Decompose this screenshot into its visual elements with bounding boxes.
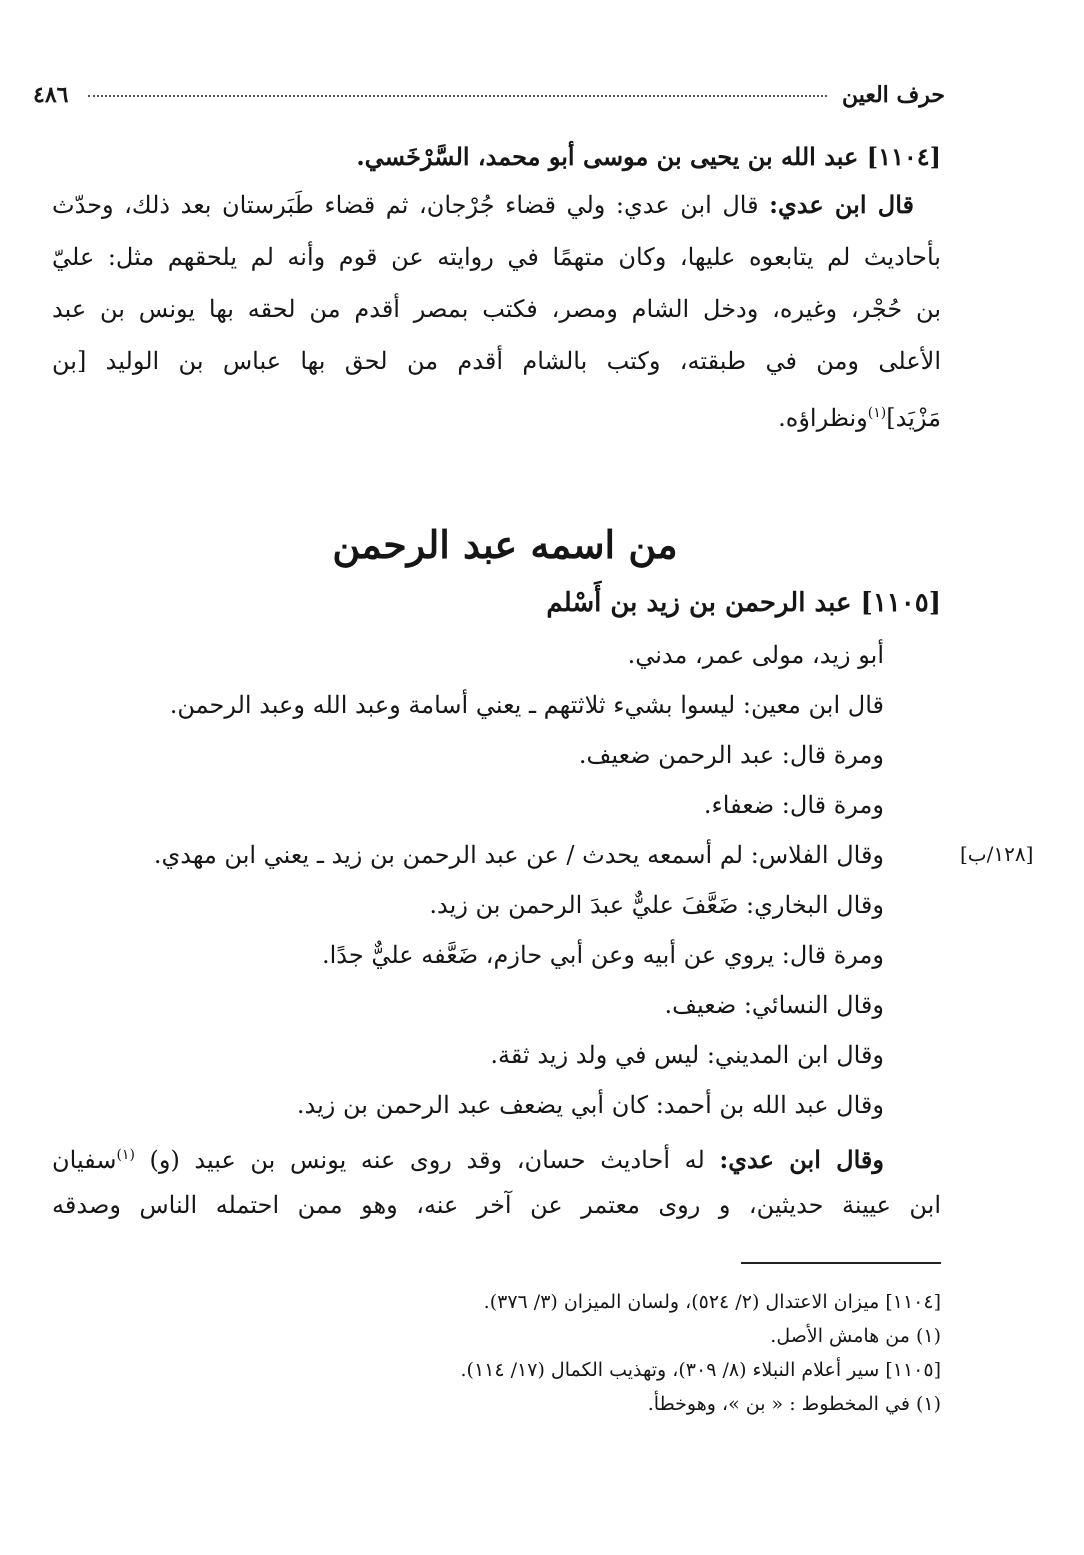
footnote-ref-2: (١)	[116, 1147, 135, 1163]
margin-folio-note: [١٢٨/ب]	[960, 842, 1034, 866]
entry-1105-line-6: وقال البخاري: ضَعَّفَ عليٌّ عبدَ الرحمن بن زيد.	[429, 891, 884, 919]
entry-1104-line-5	[778, 396, 941, 435]
entry-1105-line-4: ومرة قال: ضعفاء.	[703, 791, 884, 819]
entry-1104-title: [١١٠٤] عبد الله بن يحيى بن موسى أبو محمد، السَّرْخَسي.	[356, 142, 941, 171]
footnote-1: [١١٠٤] ميزان الاعتدال (٢/ ٥٢٤)، ولسان الميزان (٣/ ٣٧٦).	[483, 1291, 941, 1313]
footnote-2: (١) من هامش الأصل.	[770, 1325, 941, 1347]
entry-1105-line-5: وقال الفلاس: لم أسمعه يحدث / عن عبد الرحمن بن زيد ـ يعني ابن مهدي.	[153, 841, 884, 869]
entry-1105-line-7: ومرة قال: يروي عن أبيه وعن أبي حازم، ضَعَّفه عليٌّ جدًا.	[321, 941, 884, 969]
footnote-ref: (١)	[867, 405, 887, 421]
footnote-separator	[741, 1262, 941, 1264]
entry-1104-line-1	[52, 188, 914, 222]
section-heading: من اسمه عبد الرحمن	[332, 522, 678, 567]
entry-1105-line-3: ومرة قال: عبد الرحمن ضعيف.	[578, 741, 884, 769]
entry-1105-line-11-end: سفيان	[52, 1146, 117, 1174]
entry-1105-line-2: قال ابن معين: ليسوا بشيء ثلاثتهم ـ يعني أسامة وعبد الله وعبد الرحمن.	[169, 691, 884, 719]
header-dotted-rule	[88, 95, 827, 97]
entry-1104-line-5-post: ونظراؤه.	[778, 404, 868, 432]
entry-1105-line-9: وقال ابن المديني: ليس في ولد زيد ثقة.	[490, 1041, 884, 1069]
entry-1105-line-10: وقال عبد الله بن أحمد: كان أبي يضعف عبد الرحمن بن زيد.	[296, 1091, 884, 1119]
ibn-adi-label: قال ابن عدي:	[769, 190, 914, 219]
entry-1104-line-4: الأعلى ومن في طبقته، وكتب بالشام أقدم من لحق بها عباس بن الوليد [بن	[52, 347, 941, 375]
page-number: ٤٨٦	[33, 82, 69, 108]
footnote-4: (١) في المخطوط : « بن »، وهوخطأ.	[647, 1393, 941, 1415]
running-title: حرف العين	[841, 82, 945, 108]
running-header	[33, 82, 945, 112]
entry-1105-title: [١١٠٥] عبد الرحمن بن زيد بن أَسْلم	[546, 588, 941, 618]
entry-1104-line-1-text: قال ابن عدي: ولي قضاء جُرْجان، ثم قضاء طَبَرستان بعد ذلك، وحدّث	[52, 191, 759, 219]
entry-1105-line-11	[52, 1138, 884, 1177]
ibn-adi-label-2: وقال ابن عدي:	[719, 1145, 884, 1174]
entry-1104-line-3: بن حُجْر، وغيره، ودخل الشام ومصر، فكتب بمصر أقدم من لحقه بها يونس بن عبد	[52, 295, 941, 323]
entry-1104-line-2: بأحاديث لم يتابعوه عليها، وكان متهمًا في روايته عن قوم وأنه لم يلحقهم مثل: عليّ	[52, 243, 941, 271]
footnote-3: [١١٠٥] سير أعلام النبلاء (٨/ ٣٠٩)، وتهذيب الكمال (١٧/ ١١٤).	[460, 1359, 941, 1381]
entry-1105-line-11-text: له أحاديث حسان، وقد روى عنه يونس بن عبيد (و)	[149, 1146, 705, 1174]
entry-1105-line-8: وقال النسائي: ضعيف.	[664, 991, 884, 1019]
entry-1105-line-12: ابن عيينة حديثين، و روى معتمر عن آخر عنه، وهو ممن احتمله الناس وصدقه	[52, 1191, 941, 1219]
entry-1105-line-1: أبو زيد، مولى عمر، مدني.	[627, 641, 884, 669]
entry-1104-line-5-pre: مَزْيَد]	[886, 404, 941, 432]
